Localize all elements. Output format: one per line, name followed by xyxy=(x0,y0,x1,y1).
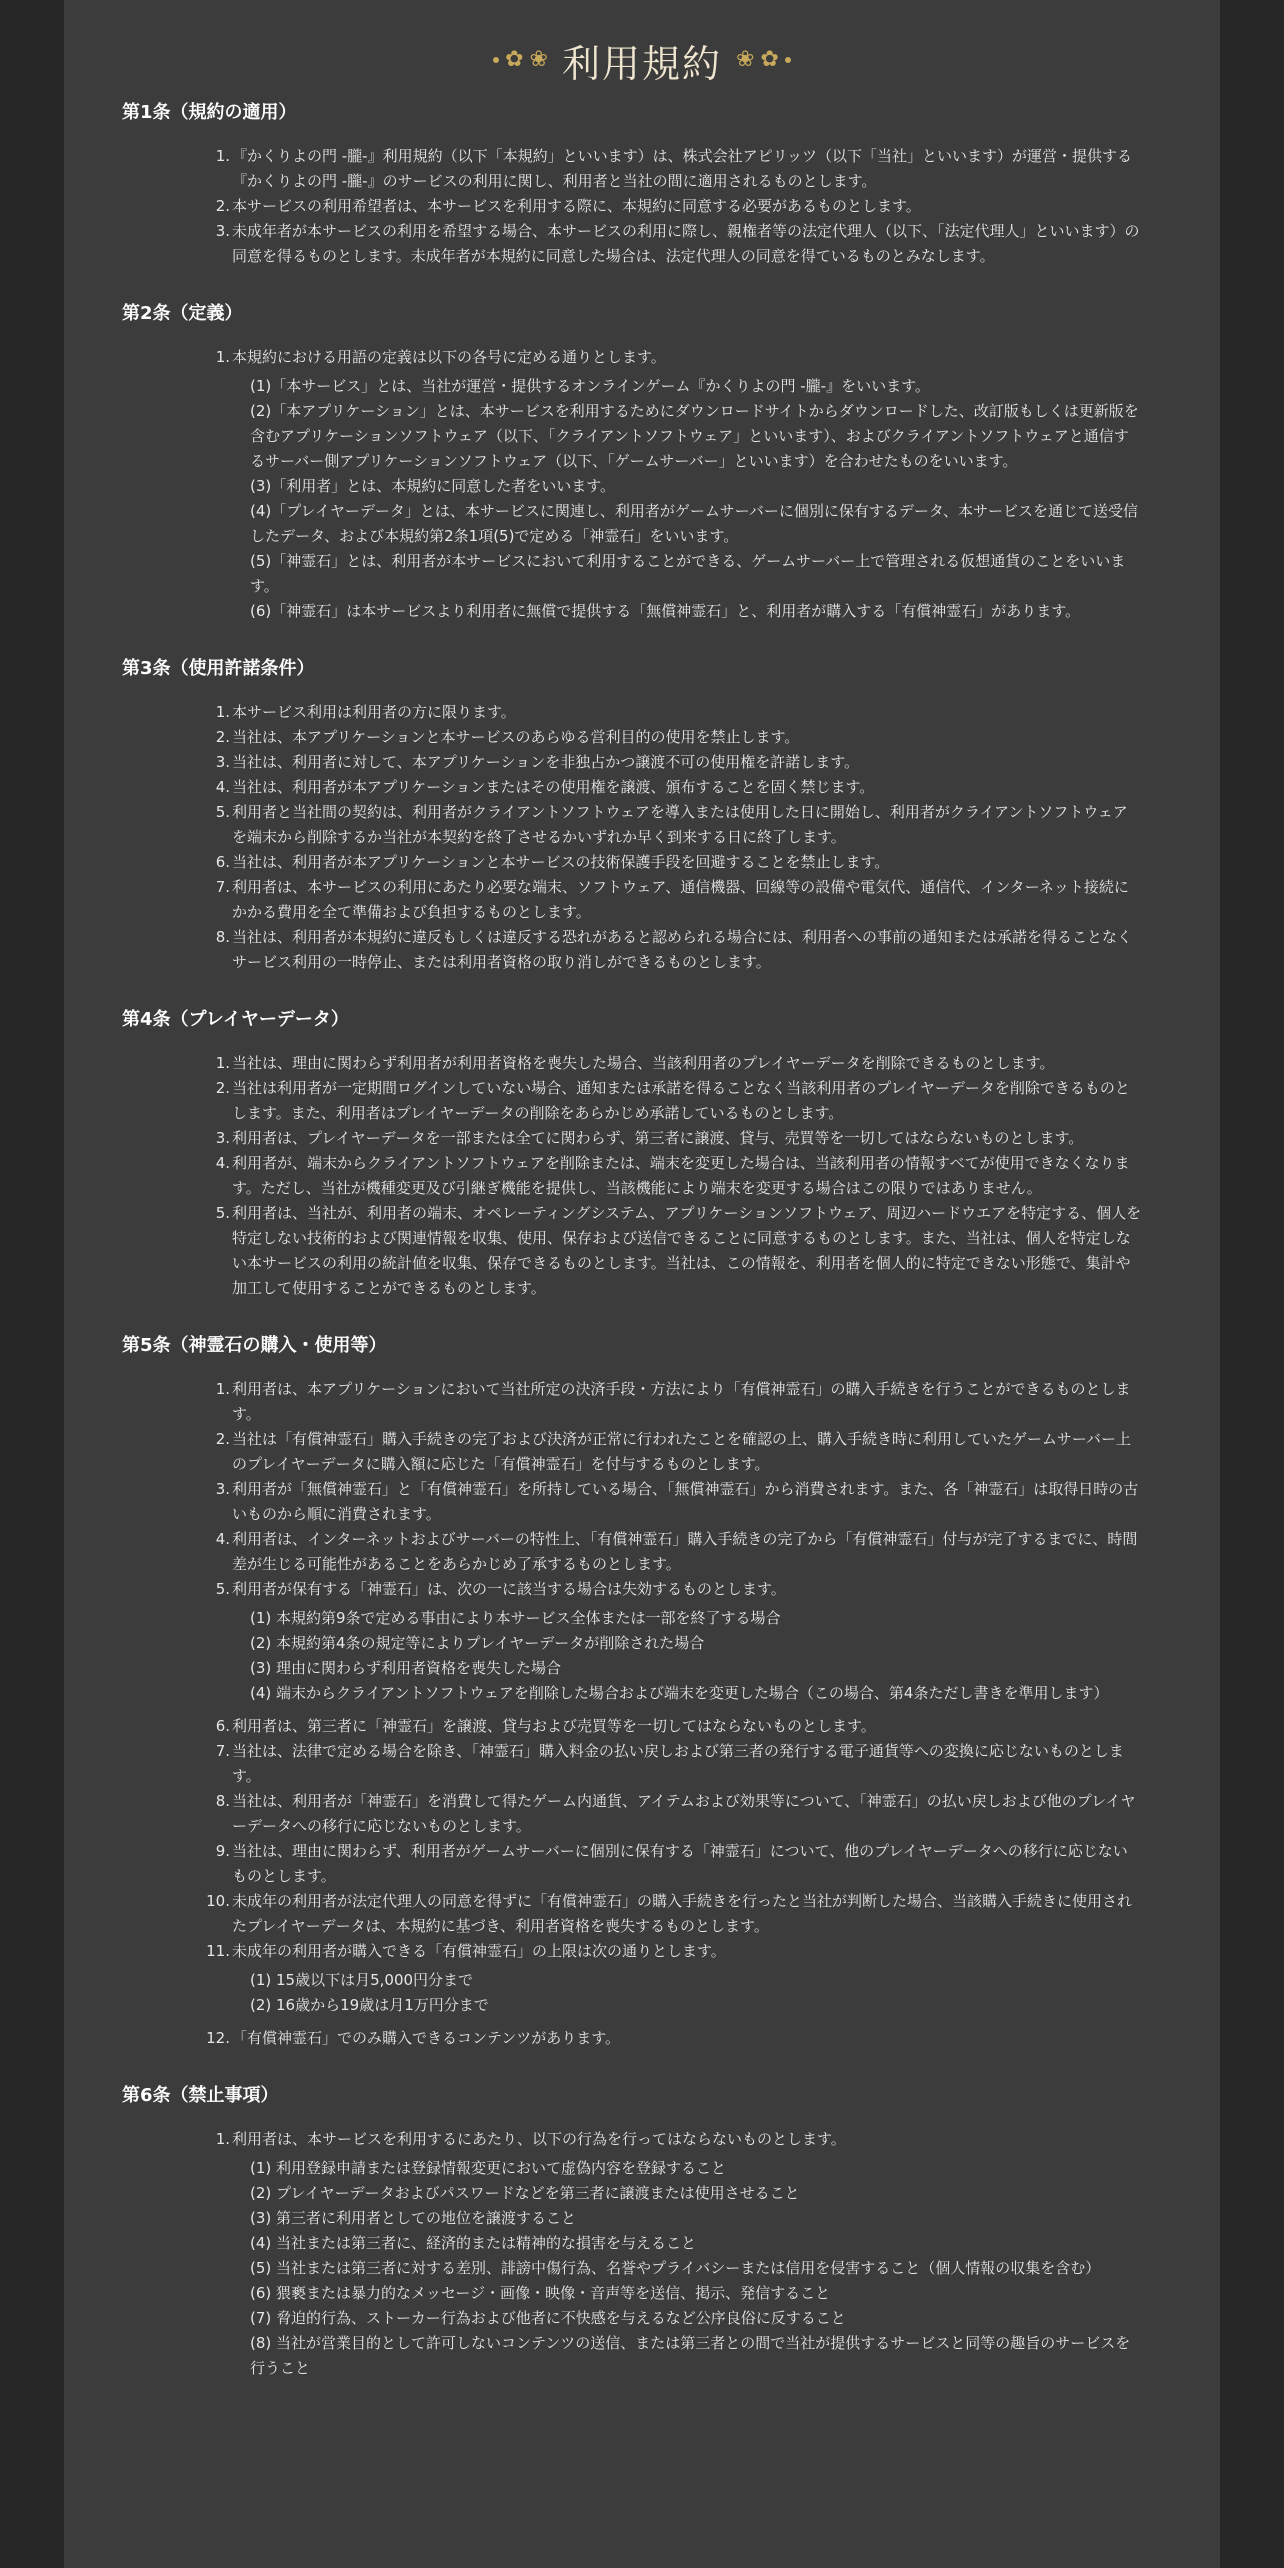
sub-list-item: (4) 当社または第三者に、経済的または精神的な損害を与えること xyxy=(250,2234,697,2252)
article-heading: 第3条（使用許諾条件） xyxy=(122,658,315,679)
article-heading: 第6条（禁止事項） xyxy=(122,2085,279,2106)
sub-list-item: (1) 15歳以下は月5,000円分まで xyxy=(250,1971,474,1989)
item-number: 1. xyxy=(215,703,230,721)
left-ornament-icon: ✿ ❀ xyxy=(493,49,548,71)
sub-list-item: (4) 端末からクライアントソフトウェアを削除した場合および端末を変更した場合（この場合、第4条ただし書きを準用します） xyxy=(250,1684,1109,1702)
list-item xyxy=(215,1051,1142,1076)
item-number: 5. xyxy=(215,1204,230,1222)
item-number: 10. xyxy=(206,1892,230,1910)
right-ornament-icon: ❀ ✿ xyxy=(736,49,791,71)
article-section xyxy=(122,98,1142,269)
sub-list-item: (2) 16歳から19歳は月1万円分まで xyxy=(250,1996,489,2014)
sub-list xyxy=(232,1968,1142,2018)
item-text: 当社は、利用者が本規約に違反もしくは違反する恐れがあると認められる場合には、利用者への事前の通知または承諾を得ることなくサービス利用の一時停止、または利用者資格の取り消しができるものとします。 xyxy=(232,928,1133,971)
item-text: 利用者は、本サービスを利用するにあたり、以下の行為を行ってはならないものとします。 xyxy=(232,2130,846,2148)
item-number: 12. xyxy=(206,2029,230,2047)
list-item xyxy=(215,1477,1142,1527)
item-number: 8. xyxy=(215,1792,230,1810)
item-text: 『かくりよの門 -朧-』利用規約（以下「本規約」といいます）は、株式会社アピリッツ（以下「当社」といいます）が運営・提供する『かくりよの門 -朧-』のサービスの利用に関し、利用者と当社の間に適用されるものとします。 xyxy=(232,147,1132,190)
list-item xyxy=(215,1839,1142,1889)
item-text: 利用者は、本アプリケーションにおいて当社所定の決済手段・方法により「有償神霊石」の購入手続きを行うことができるものとします。 xyxy=(232,1380,1131,1423)
sub-list-item: (2) プレイヤーデータおよびパスワードなどを第三者に譲渡または使用させること xyxy=(250,2184,800,2202)
item-text: 「有償神霊石」でのみ購入できるコンテンツがあります。 xyxy=(232,2029,621,2047)
article-list xyxy=(122,144,1142,269)
item-text: 利用者が、端末からクライアントソフトウェアを削除または、端末を変更した場合は、当該利用者の情報すべてが使用できなくなります。ただし、当社が機種変更及び引継ぎ機能を提供し、当該機能により端末を変更する場合はこの限りではありません。 xyxy=(232,1154,1130,1197)
item-number: 9. xyxy=(215,1842,230,1860)
article-heading: 第4条（プレイヤーデータ） xyxy=(122,1009,349,1030)
item-number: 7. xyxy=(215,878,230,896)
sub-list-item: (3) 第三者に利用者としての地位を譲渡すること xyxy=(250,2209,577,2227)
item-number: 6. xyxy=(215,853,230,871)
article-section xyxy=(122,1331,1142,2051)
item-number: 3. xyxy=(215,753,230,771)
article-heading: 第5条（神霊石の購入・使用等） xyxy=(122,1335,387,1356)
item-number: 2. xyxy=(215,1430,230,1448)
list-item xyxy=(215,1789,1142,1839)
item-number: 3. xyxy=(215,1129,230,1147)
item-text: 当社は、本アプリケーションと本サービスのあらゆる営利目的の使用を禁止します。 xyxy=(232,728,800,746)
item-number: 5. xyxy=(215,803,230,821)
item-number: 7. xyxy=(215,1742,230,1760)
article-list xyxy=(122,1051,1142,1301)
item-number: 2. xyxy=(215,1079,230,1097)
item-number: 4. xyxy=(215,1154,230,1172)
list-item xyxy=(215,1151,1142,1201)
item-number: 1. xyxy=(215,147,230,165)
item-text: 未成年の利用者が購入できる「有償神霊石」の上限は次の通りとします。 xyxy=(232,1942,726,1960)
list-item xyxy=(215,345,1142,624)
item-number: 1. xyxy=(215,2130,230,2148)
list-item xyxy=(215,144,1142,194)
list-item xyxy=(215,194,1142,219)
item-text: 利用者は、当社が、利用者の端末、オペレーティングシステム、アプリケーションソフトウェア、周辺ハードウエアを特定する、個人を特定しない技術的および関連情報を収集、使用、保存および送信できることに同意するものとします。また、当社は、個人を特定しない本サービスの利用の統計値を収集、保存できるものとします。当社は、この情報を、利用者を個人的に特定できない形態で、集計や加工して使用することができるものとします。 xyxy=(232,1204,1142,1297)
list-item xyxy=(215,875,1142,925)
sub-list-item: (1) 利用登録申請または登録情報変更において虚偽内容を登録すること xyxy=(250,2159,727,2177)
sub-list xyxy=(232,374,1142,624)
sub-list-item: (2) 本規約第4条の規定等によりプレイヤーデータが削除された場合 xyxy=(250,1634,705,1652)
item-text: 当社は、利用者が「神霊石」を消費して得たゲーム内通貨、アイテムおよび効果等について、「神霊石」の払い戻しおよび他のプレイヤーデータへの移行に応じないものとします。 xyxy=(232,1792,1136,1835)
list-item xyxy=(215,925,1142,975)
item-text: 当社は、利用者が本アプリケーションまたはその使用権を譲渡、頒布することを固く禁じます。 xyxy=(232,778,875,796)
sub-list-item: (1)「本サービス」とは、当社が運営・提供するオンラインゲーム『かくりよの門 -朧-』をいいます。 xyxy=(250,377,930,395)
list-item xyxy=(215,219,1142,269)
list-item xyxy=(215,1427,1142,1477)
item-number: 1. xyxy=(215,348,230,366)
sub-list-item: (7) 脅迫的行為、ストーカー行為および他者に不快感を与えるなど公序良俗に反すること xyxy=(250,2309,846,2327)
item-text: 本サービスの利用希望者は、本サービスを利用する際に、本規約に同意する必要があるものとします。 xyxy=(232,197,921,215)
item-text: 本規約における用語の定義は以下の各号に定める通りとします。 xyxy=(232,348,666,366)
list-item xyxy=(215,1739,1142,1789)
article-heading: 第2条（定義） xyxy=(122,303,243,324)
sub-list-item: (3)「利用者」とは、本規約に同意した者をいいます。 xyxy=(250,477,616,495)
list-item xyxy=(215,1201,1142,1301)
item-text: 未成年者が本サービスの利用を希望する場合、本サービスの利用に際し、親権者等の法定代理人（以下、「法定代理人」といいます）の同意を得るものとします。未成年者が本規約に同意した場合は、法定代理人の同意を得ているものとみなします。 xyxy=(232,222,1140,265)
page-title: 利用規約 xyxy=(561,41,722,86)
sub-list-item: (6)「神霊石」は本サービスより利用者に無償で提供する「無償神霊石」と、利用者が購入する「有償神霊石」があります。 xyxy=(250,602,1081,620)
item-text: 当社は、利用者が本アプリケーションと本サービスの技術保護手段を回避することを禁止します。 xyxy=(232,853,890,871)
list-item xyxy=(206,1939,1142,2018)
list-item xyxy=(215,725,1142,750)
article-section xyxy=(122,2081,1142,2381)
item-number: 2. xyxy=(215,197,230,215)
item-text: 利用者は、本サービスの利用にあたり必要な端末、ソフトウェア、通信機器、回線等の設備や電気代、通信代、インターネット接続にかかる費用を全て準備および負担するものとします。 xyxy=(232,878,1129,921)
article-list xyxy=(122,1377,1142,2051)
sub-list-item: (4)「プレイヤーデータ」とは、本サービスに関連し、利用者がゲームサーバーに個別に保有するデータ、本サービスを通じて送受信したデータ、および本規約第2条1項(5)で定める「神霊石」をいいます。 xyxy=(250,502,1138,545)
sub-list xyxy=(232,1606,1142,1706)
item-text: 当社は「有償神霊石」購入手続きの完了および決済が正常に行われたことを確認の上、購入手続き時に利用していたゲームサーバー上のプレイヤーデータに購入額に応じた「有償神霊石」を付与するものとします。 xyxy=(232,1430,1131,1473)
list-item xyxy=(215,775,1142,800)
article-heading: 第1条（規約の適用） xyxy=(122,102,297,123)
list-item xyxy=(215,1577,1142,1706)
article-list xyxy=(122,2127,1142,2381)
item-text: 当社は、理由に関わらず利用者が利用者資格を喪失した場合、当該利用者のプレイヤーデータを削除できるものとします。 xyxy=(232,1054,1055,1072)
item-text: 利用者は、第三者に「神霊石」を譲渡、貸与および売買等を一切してはならないものとします。 xyxy=(232,1717,876,1735)
list-item xyxy=(215,1076,1142,1126)
list-item xyxy=(215,1377,1142,1427)
list-item xyxy=(215,1527,1142,1577)
article-list xyxy=(122,700,1142,975)
item-text: 当社は、利用者に対して、本アプリケーションを非独占かつ譲渡不可の使用権を許諾します。 xyxy=(232,753,860,771)
sub-list-item: (2)「本アプリケーション」とは、本サービスを利用するためにダウンロードサイトからダウンロードした、改訂版もしくは更新版を含むアプリケーションソフトウェア（以下、「クライアントソフトウェア」といいます）、およびクライアントソフトウェアと通信するサーバー側アプリケーションソフトウェア（以下、「ゲームサーバー」といいます）を合わせたものをいいます。 xyxy=(250,402,1139,470)
item-text: 当社は利用者が一定期間ログインしていない場合、通知または承諾を得ることなく当該利用者のプレイヤーデータを削除できるものとします。また、利用者はプレイヤーデータの削除をあらかじめ承諾しているものとします。 xyxy=(232,1079,1130,1122)
item-text: 利用者が保有する「神霊石」は、次の一に該当する場合は失効するものとします。 xyxy=(232,1580,786,1598)
sub-list-item: (5)「神霊石」とは、利用者が本サービスにおいて利用することができる、ゲームサーバー上で管理される仮想通貨のことをいいます。 xyxy=(250,552,1126,595)
item-text: 利用者は、プレイヤーデータを一部または全てに関わらず、第三者に譲渡、貸与、売買等を一切してはならないものとします。 xyxy=(232,1129,1084,1147)
item-number: 1. xyxy=(215,1054,230,1072)
title-area xyxy=(64,30,1220,90)
list-item xyxy=(215,2127,1142,2381)
sub-list-item: (6) 猥褻または暴力的なメッセージ・画像・映像・音声等を送信、掲示、発信すること xyxy=(250,2284,831,2302)
item-number: 1. xyxy=(215,1380,230,1398)
sub-list xyxy=(232,2156,1142,2381)
item-number: 3. xyxy=(215,1480,230,1498)
item-number: 11. xyxy=(206,1942,230,1960)
list-item xyxy=(215,850,1142,875)
item-text: 本サービス利用は利用者の方に限ります。 xyxy=(232,703,516,721)
item-text: 未成年の利用者が法定代理人の同意を得ずに「有償神霊石」の購入手続きを行ったと当社が判断した場合、当該購入手続きに使用されたプレイヤーデータは、本規約に基づき、利用者資格を喪失するものとします。 xyxy=(232,1892,1133,1935)
item-text: 利用者と当社間の契約は、利用者がクライアントソフトウェアを導入または使用した日に開始し、利用者がクライアントソフトウェアを端末から削除するか当社が本契約を終了させるかいずれか早く到来する日に終了します。 xyxy=(232,803,1128,846)
item-text: 当社は、理由に関わらず、利用者がゲームサーバーに個別に保有する「神霊石」について、他のプレイヤーデータへの移行に応じないものとします。 xyxy=(232,1842,1128,1885)
item-number: 3. xyxy=(215,222,230,240)
article-section xyxy=(122,299,1142,624)
list-item xyxy=(206,1889,1142,1939)
terms-content xyxy=(122,98,1142,2411)
item-number: 8. xyxy=(215,928,230,946)
item-text: 利用者が「無償神霊石」と「有償神霊石」を所持している場合、「無償神霊石」から消費されます。また、各「神霊石」は取得日時の古いものから順に消費されます。 xyxy=(232,1480,1139,1523)
article-section xyxy=(122,654,1142,975)
article-section xyxy=(122,1005,1142,1301)
item-text: 当社は、法律で定める場合を除き、「神霊石」購入料金の払い戻しおよび第三者の発行する電子通貨等への変換に応じないものとします。 xyxy=(232,1742,1124,1785)
list-item xyxy=(206,2026,1142,2051)
list-item xyxy=(215,1126,1142,1151)
list-item xyxy=(215,800,1142,850)
list-item xyxy=(215,750,1142,775)
item-number: 4. xyxy=(215,1530,230,1548)
item-number: 4. xyxy=(215,778,230,796)
sub-list-item: (1) 本規約第9条で定める事由により本サービス全体または一部を終了する場合 xyxy=(250,1609,781,1627)
list-item xyxy=(215,1714,1142,1739)
sub-list-item: (5) 当社または第三者に対する差別、誹謗中傷行為、名誉やプライバシーまたは信用を侵害すること（個人情報の収集を含む） xyxy=(250,2259,1101,2277)
list-item xyxy=(215,700,1142,725)
item-text: 利用者は、インターネットおよびサーバーの特性上、「有償神霊石」購入手続きの完了から「有償神霊石」付与が完了するまでに、時間差が生じる可能性があることをあらかじめ了承するものとします。 xyxy=(232,1530,1138,1573)
article-list xyxy=(122,345,1142,624)
item-number: 6. xyxy=(215,1717,230,1735)
terms-page xyxy=(64,0,1220,2568)
sub-list-item: (8) 当社が営業目的として許可しないコンテンツの送信、または第三者との間で当社が提供するサービスと同等の趣旨のサービスを行うこと xyxy=(250,2334,1131,2377)
item-number: 2. xyxy=(215,728,230,746)
sub-list-item: (3) 理由に関わらず利用者資格を喪失した場合 xyxy=(250,1659,562,1677)
item-number: 5. xyxy=(215,1580,230,1598)
